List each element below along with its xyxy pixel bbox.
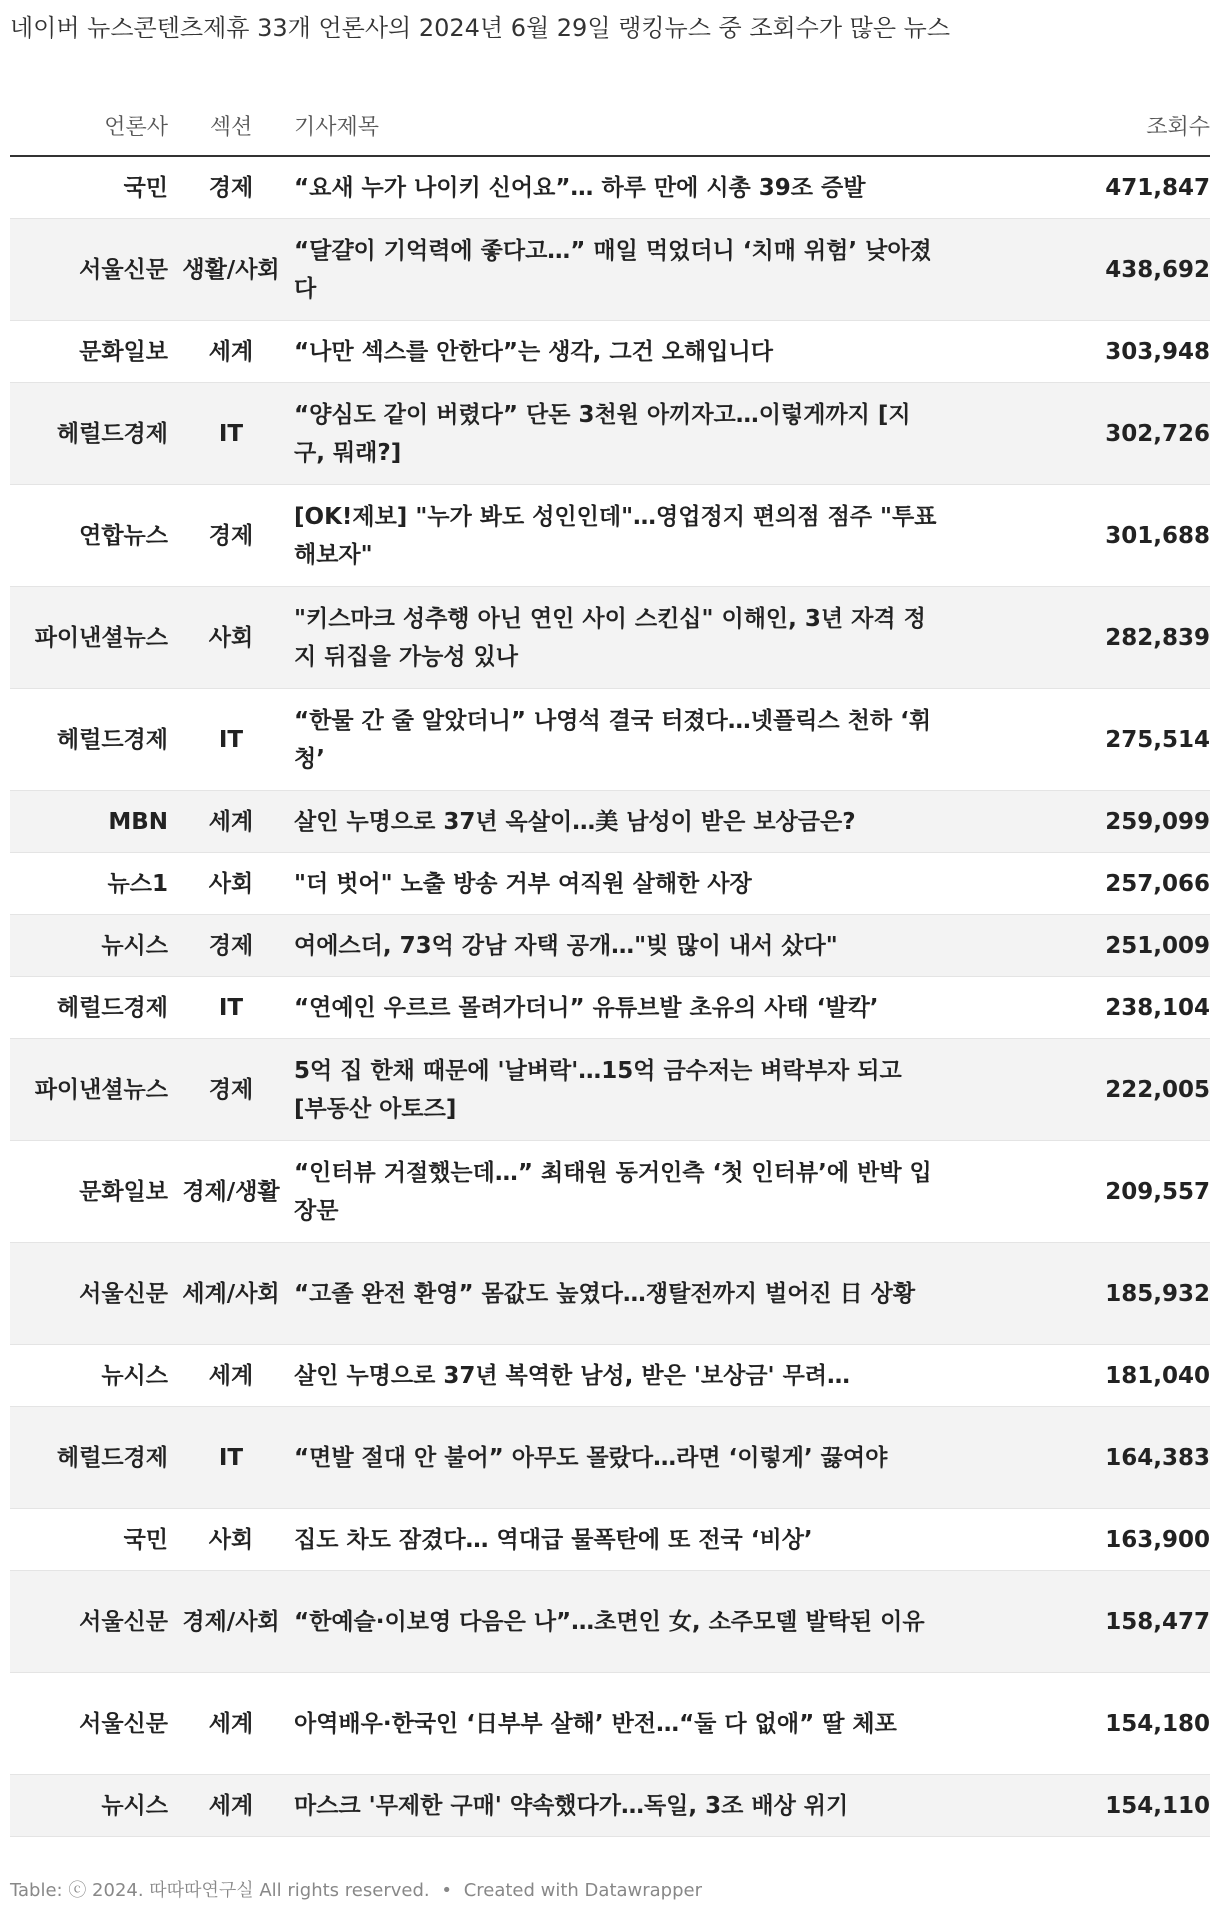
source-footer <box>10 1876 702 1902</box>
cell-headline: 살인 누명으로 37년 복역한 남성, 받은 '보상금' 무려… <box>294 1345 941 1407</box>
cell-press: 문화일보 <box>10 321 168 383</box>
cell-views: 164,383 <box>941 1407 1210 1509</box>
cell-views: 158,477 <box>941 1571 1210 1673</box>
cell-headline: “나만 섹스를 안한다”는 생각, 그건 오해입니다 <box>294 321 941 383</box>
cell-press: MBN <box>10 791 168 853</box>
cell-views: 238,104 <box>941 977 1210 1039</box>
cell-press: 파이낸셜뉴스 <box>10 1039 168 1141</box>
table-row <box>10 853 1210 915</box>
cell-views: 251,009 <box>941 915 1210 977</box>
cell-headline: 마스크 '무제한 구매' 약속했다가…독일, 3조 배상 위기 <box>294 1775 941 1837</box>
cell-views: 302,726 <box>941 383 1210 485</box>
table-row <box>10 1571 1210 1673</box>
cell-press: 연합뉴스 <box>10 485 168 587</box>
cell-press: 헤럴드경제 <box>10 1407 168 1509</box>
cell-views: 438,692 <box>941 219 1210 321</box>
cell-views: 301,688 <box>941 485 1210 587</box>
cell-press: 국민 <box>10 1509 168 1571</box>
cell-headline: "더 벗어" 노출 방송 거부 여직원 살해한 사장 <box>294 853 941 915</box>
cell-views: 303,948 <box>941 321 1210 383</box>
cell-press: 헤럴드경제 <box>10 689 168 791</box>
table-row <box>10 689 1210 791</box>
column-header-press: 언론사 <box>10 95 168 156</box>
table-body <box>10 156 1210 1837</box>
table-row <box>10 1509 1210 1571</box>
cell-views: 185,932 <box>941 1243 1210 1345</box>
cell-press: 뉴시스 <box>10 1775 168 1837</box>
column-header-headline: 기사제목 <box>294 95 941 156</box>
cell-headline: 살인 누명으로 37년 옥살이…美 남성이 받은 보상금은? <box>294 791 941 853</box>
cell-section: 경제 <box>168 156 294 219</box>
cell-headline: "키스마크 성추행 아닌 연인 사이 스킨십" 이해인, 3년 자격 정지 뒤집을 가능성 있나 <box>294 587 941 689</box>
table-row <box>10 485 1210 587</box>
cell-section: 경제 <box>168 915 294 977</box>
cell-headline: “한물 간 줄 알았더니” 나영석 결국 터졌다…넷플릭스 천하 ‘휘청’ <box>294 689 941 791</box>
cell-section: 사회 <box>168 853 294 915</box>
cell-press: 문화일보 <box>10 1141 168 1243</box>
column-header-views: 조회수 <box>941 95 1210 156</box>
cell-press: 서울신문 <box>10 219 168 321</box>
table-row <box>10 1141 1210 1243</box>
cell-headline: “면발 절대 안 불어” 아무도 몰랐다…라면 ‘이렇게’ 끓여야 <box>294 1407 941 1509</box>
cell-views: 163,900 <box>941 1509 1210 1571</box>
cell-headline: “달걀이 기억력에 좋다고…” 매일 먹었더니 ‘치매 위험’ 낮아졌다 <box>294 219 941 321</box>
column-header-section: 섹션 <box>168 95 294 156</box>
cell-views: 209,557 <box>941 1141 1210 1243</box>
cell-press: 뉴시스 <box>10 1345 168 1407</box>
cell-section: 경제/생활 <box>168 1141 294 1243</box>
table-row <box>10 1345 1210 1407</box>
table-row <box>10 587 1210 689</box>
footer-separator: • <box>441 1880 452 1901</box>
cell-press: 뉴스1 <box>10 853 168 915</box>
cell-headline: “양심도 같이 버렸다” 단돈 3천원 아끼자고…이렇게까지 [지구, 뭐래?] <box>294 383 941 485</box>
chart-title: 네이버 뉴스콘텐츠제휴 33개 언론사의 2024년 6월 29일 랭킹뉴스 중 조회수가 많은 뉴스 <box>10 14 951 42</box>
cell-section: 세계 <box>168 321 294 383</box>
cell-headline: 아역배우·한국인 ‘日부부 살해’ 반전…“둘 다 없애” 딸 체포 <box>294 1673 941 1775</box>
table-row <box>10 1039 1210 1141</box>
news-ranking-table <box>10 95 1210 1837</box>
datawrapper-credit: Created with Datawrapper <box>463 1880 703 1901</box>
cell-section: 경제/사회 <box>168 1571 294 1673</box>
cell-press: 국민 <box>10 156 168 219</box>
cell-section: 사회 <box>168 587 294 689</box>
cell-headline: 집도 차도 잠겼다… 역대급 물폭탄에 또 전국 ‘비상’ <box>294 1509 941 1571</box>
cell-views: 275,514 <box>941 689 1210 791</box>
table-row <box>10 321 1210 383</box>
cell-headline: “한예슬·이보영 다음은 나”…초면인 女, 소주모델 발탁된 이유 <box>294 1571 941 1673</box>
table-row <box>10 1243 1210 1345</box>
table-row <box>10 156 1210 219</box>
cell-headline: “고졸 완전 환영” 몸값도 높였다…쟁탈전까지 벌어진 日 상황 <box>294 1243 941 1345</box>
cell-section: 세계 <box>168 791 294 853</box>
cell-views: 154,180 <box>941 1673 1210 1775</box>
cell-section: IT <box>168 689 294 791</box>
cell-headline: [OK!제보] "누가 봐도 성인인데"…영업정지 편의점 점주 "투표해보자" <box>294 485 941 587</box>
cell-views: 154,110 <box>941 1775 1210 1837</box>
cell-views: 471,847 <box>941 156 1210 219</box>
cell-headline: “인터뷰 거절했는데…” 최태원 동거인측 ‘첫 인터뷰’에 반박 입장문 <box>294 1141 941 1243</box>
table-row <box>10 383 1210 485</box>
cell-press: 뉴시스 <box>10 915 168 977</box>
source-credit: Table: ⓒ 2024. 따따따연구실 All rights reserved. <box>10 1880 430 1901</box>
table-row <box>10 791 1210 853</box>
cell-press: 서울신문 <box>10 1673 168 1775</box>
table-row <box>10 1673 1210 1775</box>
table-row <box>10 977 1210 1039</box>
cell-section: IT <box>168 977 294 1039</box>
table-header-row <box>10 95 1210 156</box>
cell-press: 파이낸셜뉴스 <box>10 587 168 689</box>
cell-views: 259,099 <box>941 791 1210 853</box>
cell-press: 서울신문 <box>10 1243 168 1345</box>
cell-headline: “요새 누가 나이키 신어요”… 하루 만에 시총 39조 증발 <box>294 156 941 219</box>
cell-press: 헤럴드경제 <box>10 977 168 1039</box>
cell-press: 헤럴드경제 <box>10 383 168 485</box>
cell-section: 생활/사회 <box>168 219 294 321</box>
cell-views: 257,066 <box>941 853 1210 915</box>
cell-section: 세계 <box>168 1345 294 1407</box>
cell-section: IT <box>168 383 294 485</box>
table-row <box>10 1775 1210 1837</box>
cell-section: 세계 <box>168 1673 294 1775</box>
cell-views: 282,839 <box>941 587 1210 689</box>
cell-views: 181,040 <box>941 1345 1210 1407</box>
cell-section: 사회 <box>168 1509 294 1571</box>
cell-headline: “연예인 우르르 몰려가더니” 유튜브발 초유의 사태 ‘발칵’ <box>294 977 941 1039</box>
cell-views: 222,005 <box>941 1039 1210 1141</box>
cell-press: 서울신문 <box>10 1571 168 1673</box>
table-row <box>10 219 1210 321</box>
cell-headline: 5억 집 한채 때문에 '날벼락'…15억 금수저는 벼락부자 되고 [부동산 아토즈] <box>294 1039 941 1141</box>
cell-section: 세계/사회 <box>168 1243 294 1345</box>
table-row <box>10 915 1210 977</box>
cell-section: 세계 <box>168 1775 294 1837</box>
cell-headline: 여에스더, 73억 강남 자택 공개…"빚 많이 내서 샀다" <box>294 915 941 977</box>
cell-section: 경제 <box>168 1039 294 1141</box>
table-row <box>10 1407 1210 1509</box>
cell-section: 경제 <box>168 485 294 587</box>
cell-section: IT <box>168 1407 294 1509</box>
